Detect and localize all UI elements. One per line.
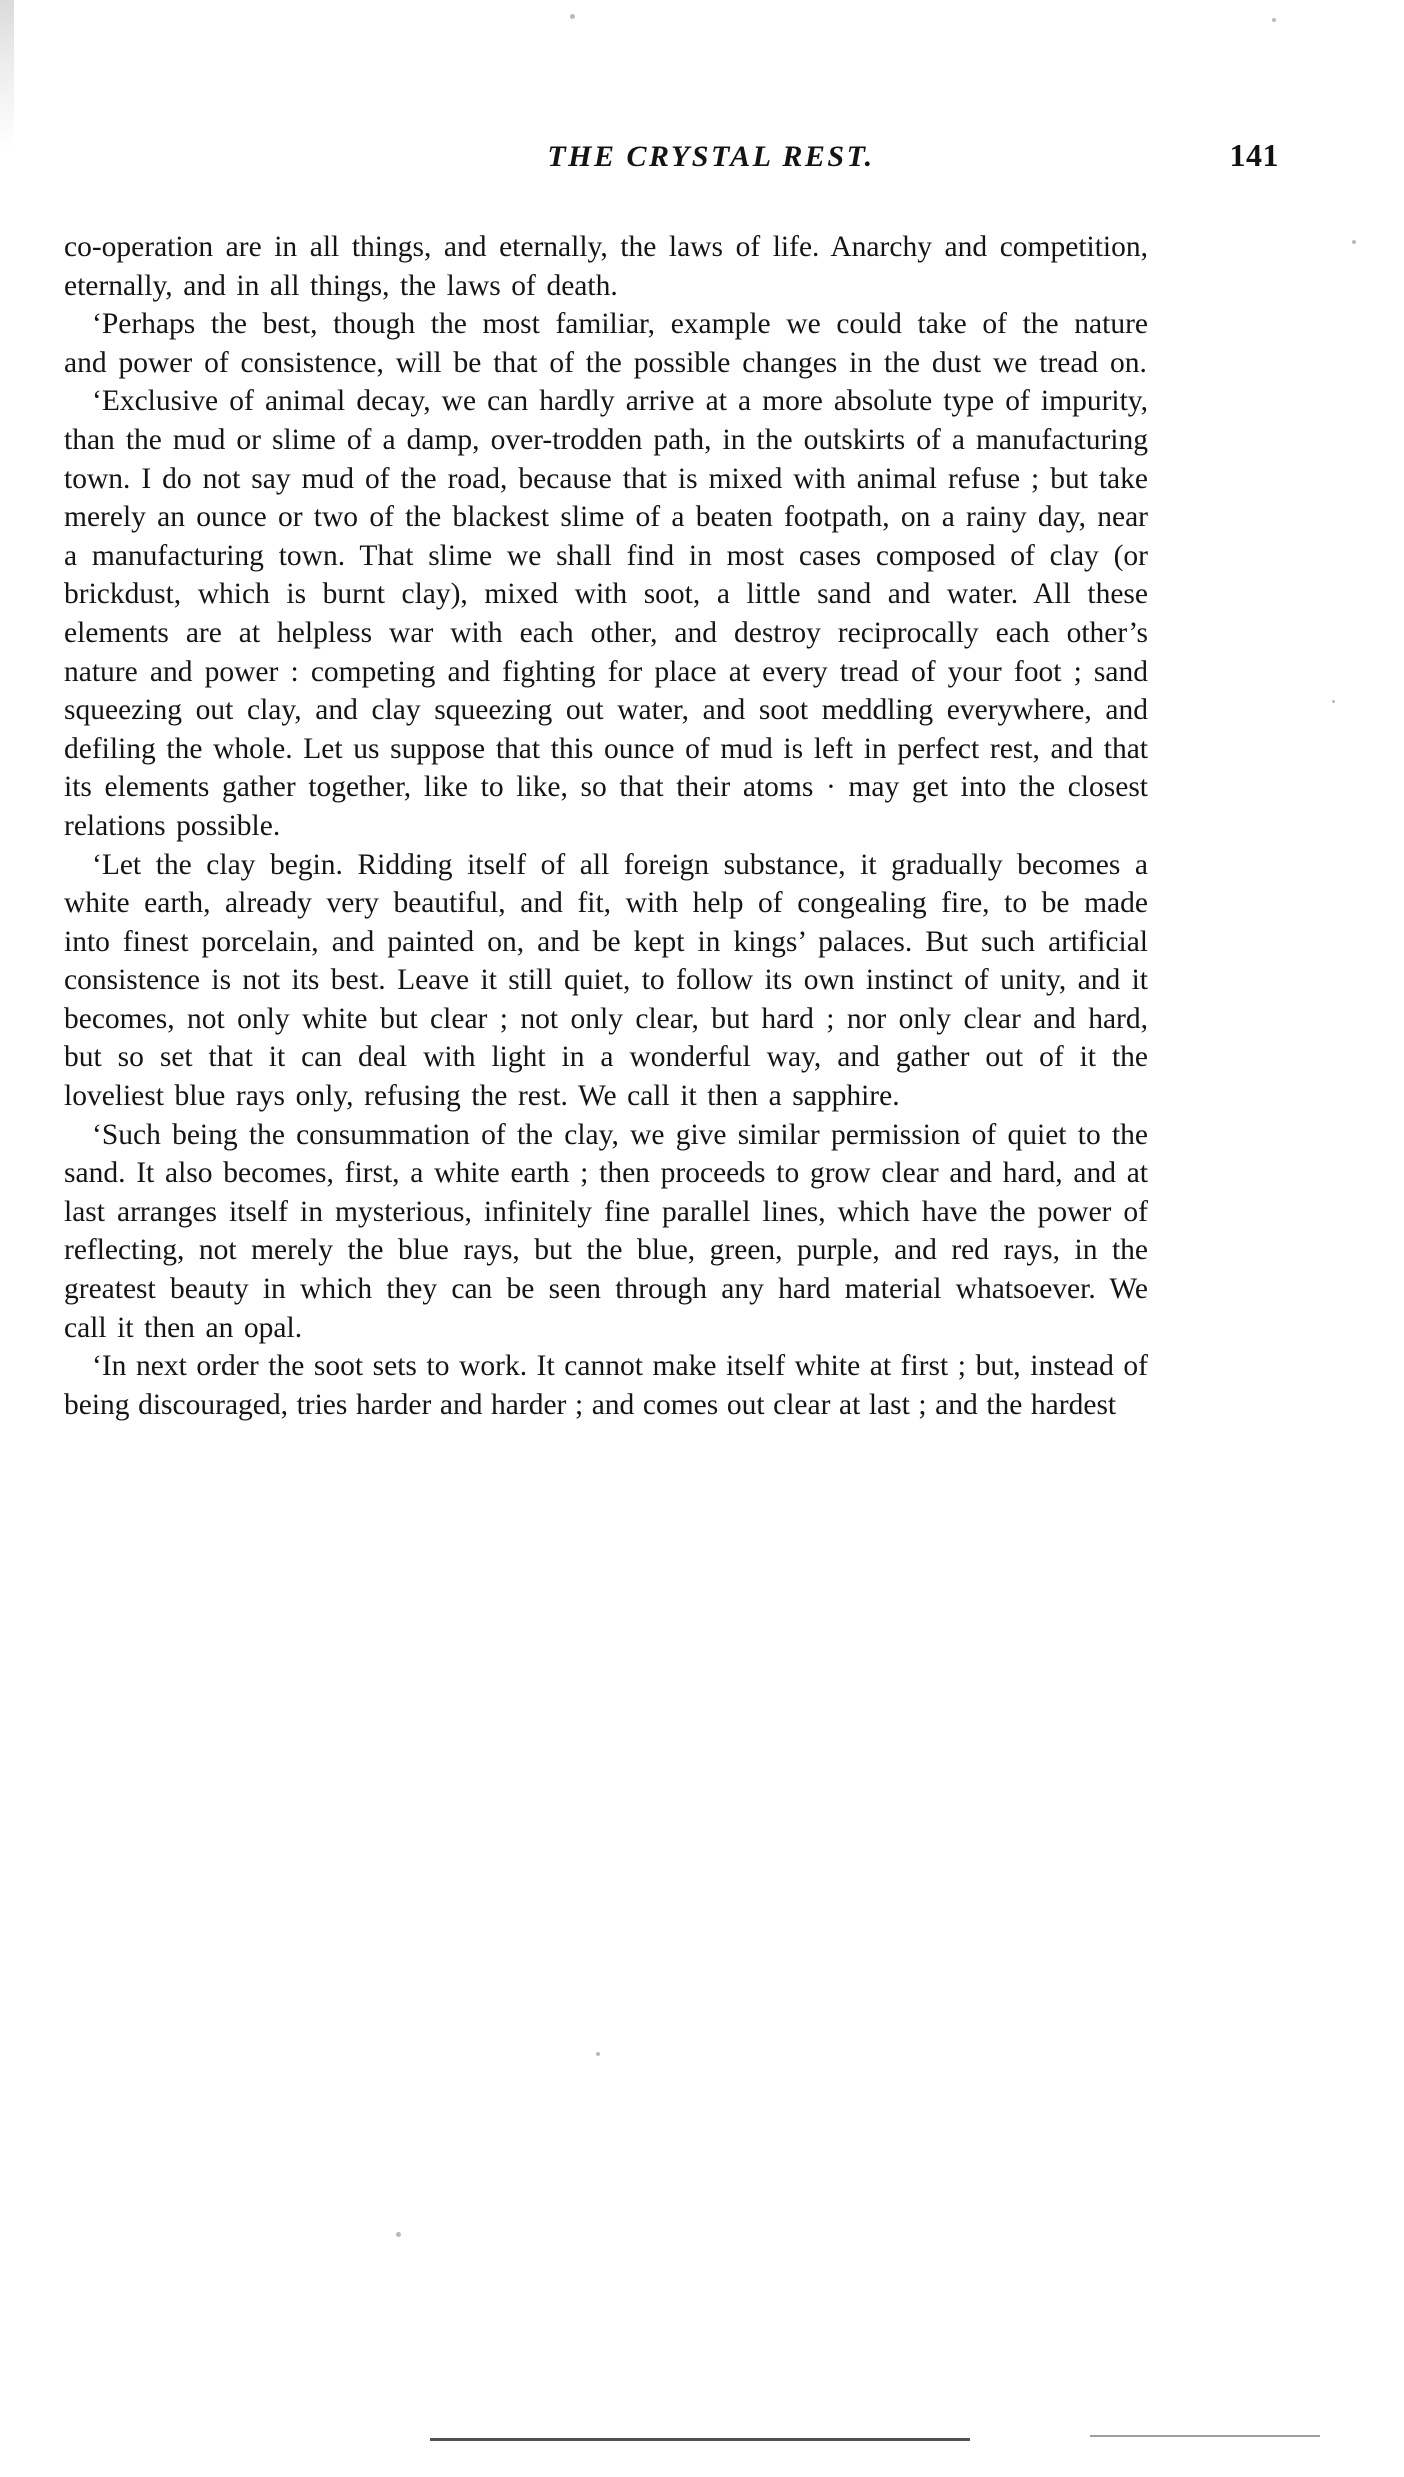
paragraph: co-operation are in all things, and eternally, the laws of life. Anarchy and competition, eternally, and in all things, the laws of death. (64, 231, 1148, 302)
paragraph: ‘Exclusive of animal decay, we can hardly arrive at a more absolute type of impurity, than the mud or slime of a damp, over-trodden path, in the outskirts of a manufacturing town. I do not say mud of the road, because that is mixed with animal refuse ; but take merely an ounce or two of the blackest slime of a beaten footpath, on a rainy day, near a manufacturing town. That slime we shall find in most cases composed of clay (or brickdust, which is burnt clay), mixed with soot, a little sand and water. All these elements are at helpless war with each other, and destroy reciprocally each other’s nature and power : competing and fighting for place at every tread of your foot ; sand squeezing out clay, and clay squeezing out water, and soot meddling everywhere, and defiling the whole. Let us suppose that this ounce of mud is left in perfect rest, and that its elements gather together, like to like, so that their atoms · may get into the closest relations possible. (64, 385, 1148, 842)
page-header (64, 137, 1340, 184)
scan-speck (1272, 18, 1276, 22)
scan-speck (1352, 240, 1356, 244)
paragraph: ‘Let the clay begin. Ridding itself of all foreign substance, it gradually becomes a white earth, already very beautiful, and fit, with help of congealing fire, to be made into finest porcelain, and painted on, and be kept in kings’ palaces. But such artificial consistence is not its best. Leave it still quiet, to follow its own instinct of unity, and it becomes, not only white but clear ; not only clear, but hard ; nor only clear and hard, but so set that it can deal with light in a wonderful way, and gather out of it the loveliest blue rays only, refusing the rest. We call it then a sapphire. (64, 848, 1148, 1113)
scan-artifact-rule (430, 2438, 970, 2441)
scan-speck (1332, 700, 1335, 703)
paragraph: ‘In next order the soot sets to work. It cannot make itself white at first ; but, instead of being discouraged, tries harder and harder ; and comes out clear at last ; and the hardest (64, 1350, 1148, 1421)
page-scan-edge (0, 0, 14, 150)
body-text (64, 228, 1148, 1424)
scan-speck (396, 2232, 401, 2237)
paragraph: ‘Perhaps the best, though the most familiar, example we could take of the nature and power of consistence, will be that of the possible changes in the dust we tread on. (64, 308, 1148, 379)
page-number: 141 (1229, 137, 1279, 173)
running-title: THE CRYSTAL REST. (547, 140, 875, 173)
scan-artifact-rule-secondary (1090, 2435, 1320, 2437)
paragraph: ‘Such being the consummation of the clay, we give similar permission of quiet to the sand. It also becomes, first, a white earth ; then proceeds to grow clear and hard, and at last arranges itself in mysterious, infinitely fine parallel lines, which have the power of reflecting, not merely the blue rays, but the blue, green, purple, and red rays, in the greatest beauty in which they can be seen through any hard material whatsoever. We call it then an opal. (64, 1118, 1148, 1344)
scan-speck (570, 14, 575, 19)
scan-speck (596, 2052, 600, 2056)
